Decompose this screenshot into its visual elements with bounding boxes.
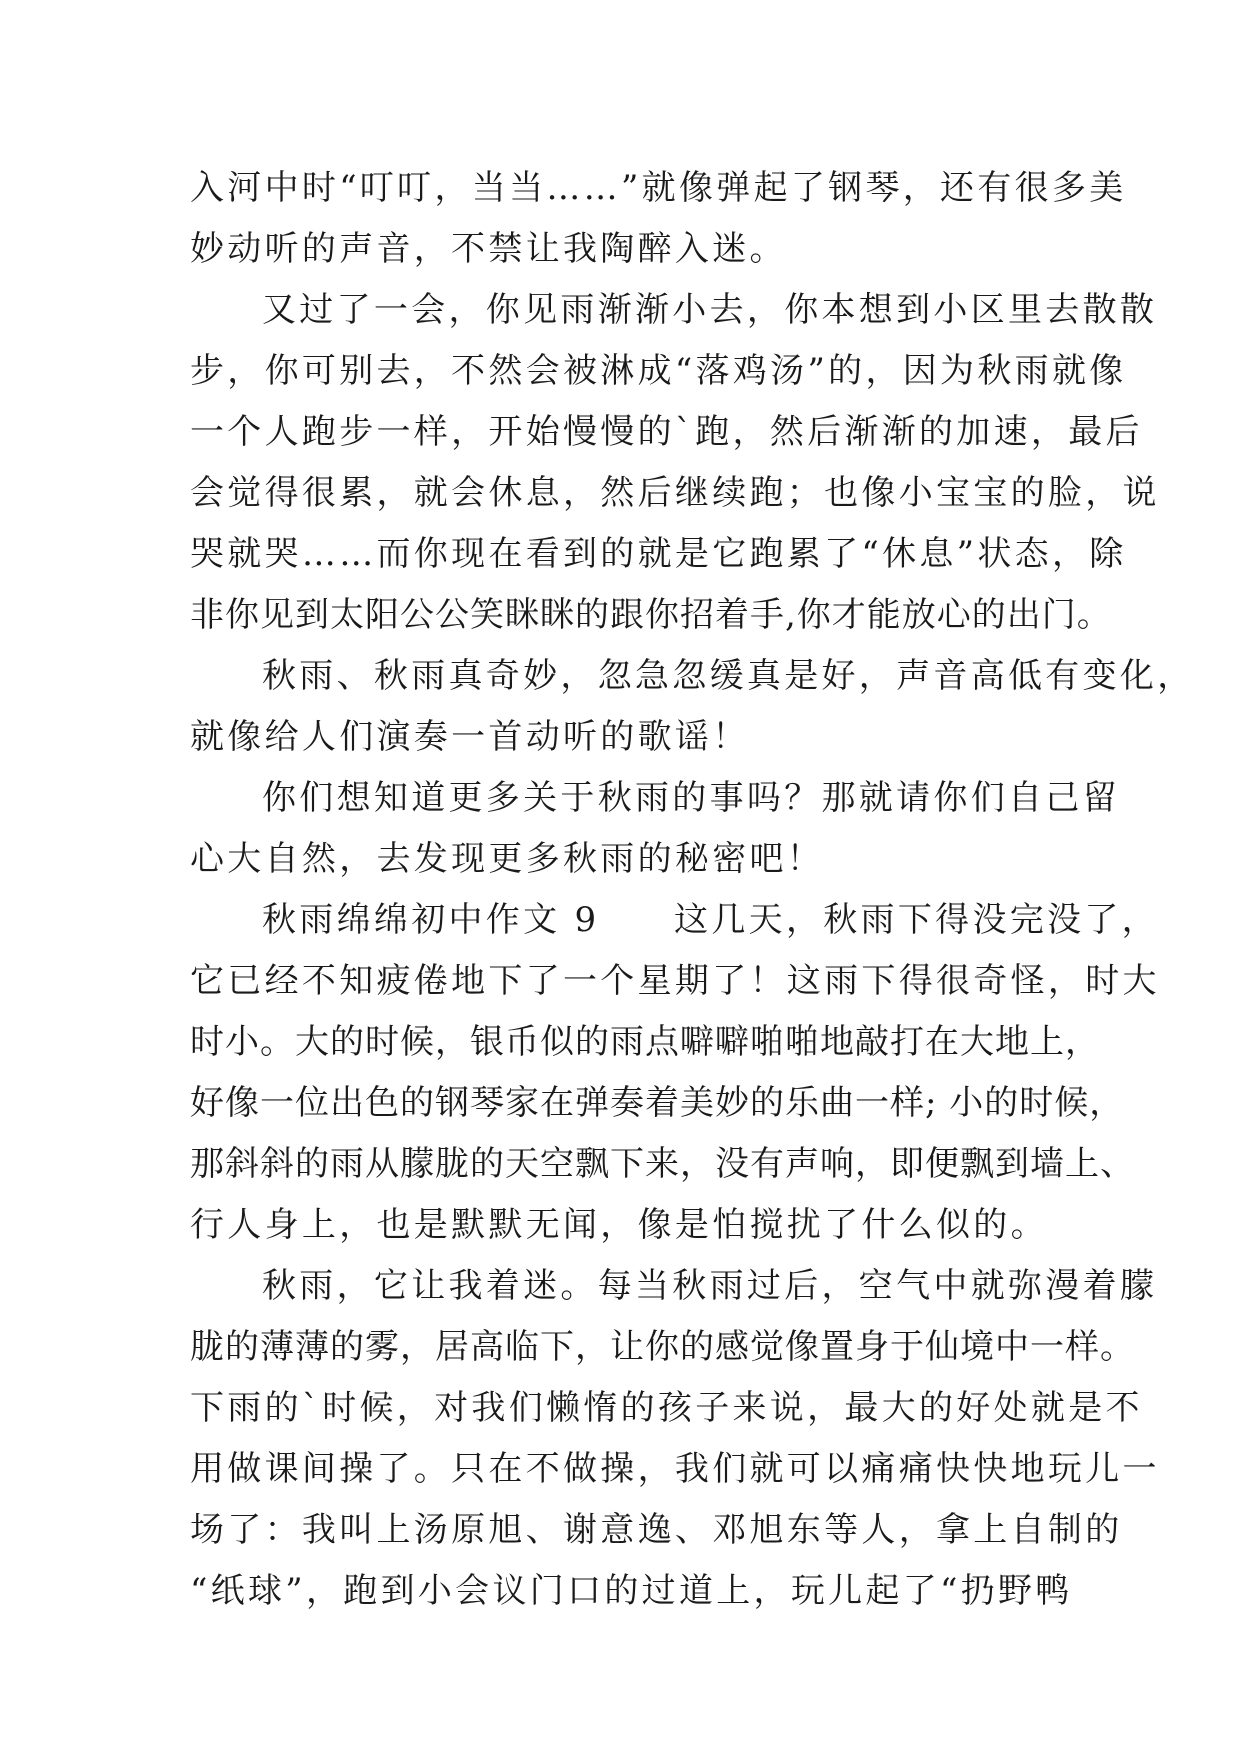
- text-line: 时小。大的时候，银币似的雨点噼噼啪啪地敲打在大地上，: [190, 1022, 1100, 1062]
- text-line: 那斜斜的雨从朦胧的天空飘下来，没有声响，即便飘到墙上、: [190, 1144, 1135, 1184]
- text-line: 步，你可别去，不然会被淋成“落鸡汤”的，因为秋雨就像: [190, 351, 1127, 391]
- text-line: 非你见到太阳公公笑眯眯的跟你招着手,你才能放心的出门。: [190, 595, 1112, 635]
- paragraph-start-line: 又过了一会，你见雨渐渐小去，你本想到小区里去散散: [262, 290, 1158, 330]
- paragraph-start-line: 你们想知道更多关于秋雨的事吗？那就请你们自己留: [262, 778, 1120, 818]
- text-line: 胧的薄薄的雾，居高临下，让你的感觉像置身于仙境中一样。: [190, 1327, 1135, 1367]
- text-line: 就像给人们演奏一首动听的歌谣！: [190, 717, 750, 757]
- paragraph-start-line: 秋雨、秋雨真奇妙，忽急忽缓真是好，声音高低有变化，: [262, 656, 1195, 696]
- text-line: 哭就哭……而你现在看到的就是它跑累了“休息”状态，除: [190, 534, 1127, 574]
- text-line: 心大自然，去发现更多秋雨的秘密吧！: [190, 839, 825, 879]
- text-line: 会觉得很累，就会休息，然后继续跑；也像小宝宝的脸，说: [190, 473, 1160, 513]
- text-line: 入河中时“叮叮，当当……”就像弹起了钢琴，还有很多美: [190, 168, 1127, 208]
- text-line: 妙动听的声音，不禁让我陶醉入迷。: [190, 229, 787, 269]
- text-line: 场了：我叫上汤原旭、谢意逸、邓旭东等人，拿上自制的: [190, 1510, 1123, 1550]
- text-line: “纸球”，跑到小会议门口的过道上，玩儿起了“扔野鸭: [190, 1571, 1073, 1611]
- essay-body: [190, 158, 1195, 1622]
- text-line: 一个人跑步一样，开始慢慢的`跑，然后渐渐的加速，最后: [190, 412, 1143, 452]
- text-line: 它已经不知疲倦地下了一个星期了！这雨下得很奇怪，时大: [190, 961, 1160, 1001]
- text-line: 行人身上，也是默默无闻，像是怕搅扰了什么似的。: [190, 1205, 1048, 1245]
- paragraph-start-line: 秋雨，它让我着迷。每当秋雨过后，空气中就弥漫着朦: [262, 1266, 1158, 1306]
- text-line: 用做课间操了。只在不做操，我们就可以痛痛快快地玩儿一: [190, 1449, 1160, 1489]
- text-line: 好像一位出色的钢琴家在弹奏着美妙的乐曲一样; 小的时候，: [190, 1083, 1125, 1123]
- section-heading-line: 秋雨绵绵初中作文 9 这几天，秋雨下得没完没了，: [262, 900, 1159, 940]
- text-line: 下雨的`时候，对我们懒惰的孩子来说，最大的好处就是不: [190, 1388, 1143, 1428]
